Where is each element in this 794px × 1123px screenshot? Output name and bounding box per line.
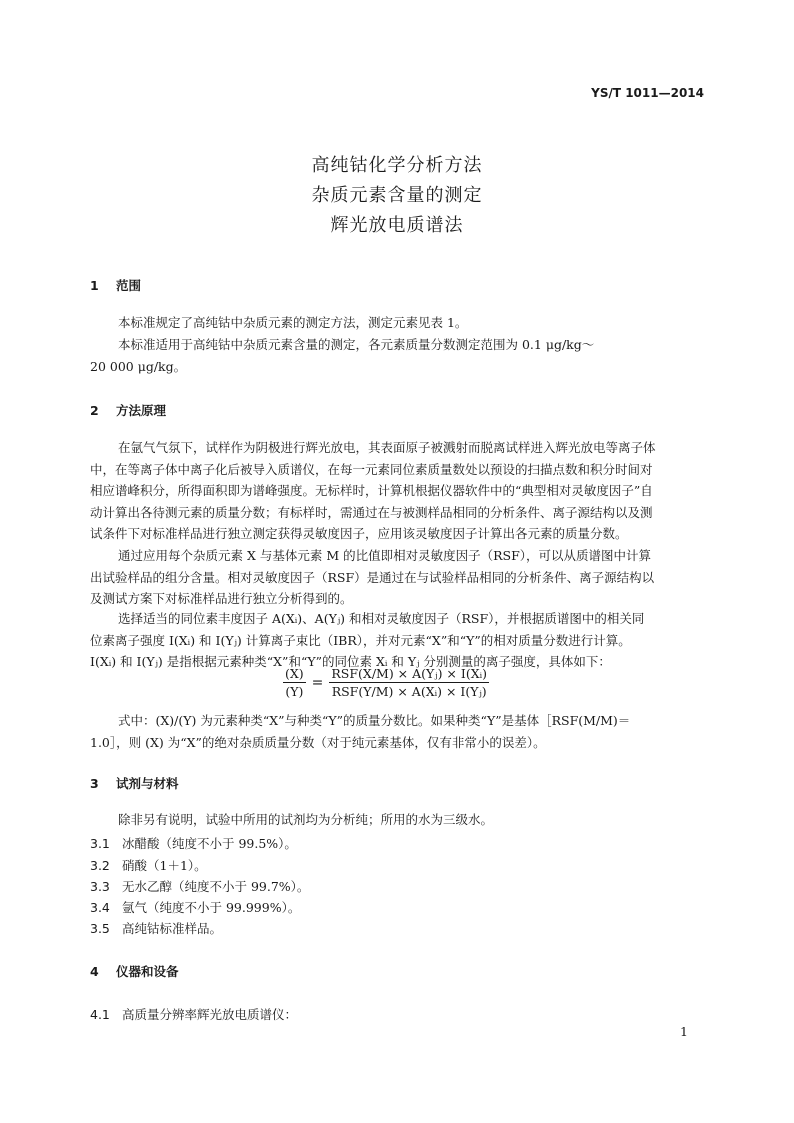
- formula-rhs-denominator: RSF(Y/M) × A(Xᵢ) × I(Yⱼ): [331, 684, 487, 699]
- text-line: 通过应用每个杂质元素 X 与基体元素 M 的比值即相对灵敏度因子（RSF），可以从质谱图中计算: [118, 548, 651, 563]
- item-text: 硝酸（1＋1）。: [122, 858, 207, 873]
- text-line: 20 000 μg/kg。: [90, 358, 187, 374]
- paragraph: [90, 809, 705, 831]
- list-item: [90, 856, 207, 874]
- paragraph: [90, 437, 705, 545]
- text-line: 试条件下对标准样品进行独立测定获得灵敏度因子，应用该灵敏度因子计算出各元素的质量分数。: [90, 526, 628, 541]
- text-line: 选择适当的同位素丰度因子 A(Xᵢ)、A(Yⱼ) 和相对灵敏度因子（RSF），并根据质谱图中的相关同: [118, 611, 645, 626]
- item-number: 3.5: [90, 921, 110, 936]
- item-number: 3.1: [90, 836, 110, 851]
- section-number: 3: [90, 776, 99, 791]
- formula-lhs-fraction: [283, 666, 306, 699]
- list-item: [90, 1005, 297, 1023]
- text-line: 1.0］，则 (X) 为“X”的绝对杂质质量分数（对于纯元素基体，仅有非常小的误差）。: [90, 734, 546, 750]
- section-heading-instruments: [90, 962, 179, 980]
- item-number: 4.1: [90, 1007, 110, 1022]
- item-text: 氩气（纯度不小于 99.999%）。: [122, 900, 301, 915]
- text-line: 本标准适用于高纯钴中杂质元素含量的测定，各元素质量分数测定范围为 0.1 μg/kg～: [118, 337, 595, 352]
- paragraph: [90, 710, 705, 753]
- item-text: 无水乙醇（纯度不小于 99.7%）。: [122, 879, 310, 894]
- text-line: 出试验样品的组分含量。相对灵敏度因子（RSF）是通过在与试验样品相同的分析条件、离子源结构以: [90, 569, 655, 585]
- formula-lhs-denominator: (Y): [285, 684, 304, 699]
- list-item: [90, 877, 309, 895]
- section-heading-principle: [90, 401, 166, 419]
- list-item: [90, 919, 222, 937]
- item-number: 3.4: [90, 900, 110, 915]
- text-line: 式中：(X)/(Y) 为元素种类“X”与种类“Y”的质量分数比。如果种类“Y”是基体［RSF(M/M)＝: [118, 713, 631, 728]
- document-title-line-2: 杂质元素含量的测定: [311, 185, 483, 206]
- text-line: 本标准规定了高纯钴中杂质元素的测定方法，测定元素见表 1。: [118, 315, 468, 330]
- section-title: 试剂与材料: [116, 776, 179, 791]
- item-text: 冰醋酸（纯度不小于 99.5%）。: [122, 836, 297, 851]
- item-text: 高质量分辨率辉光放电质谱仪：: [122, 1007, 298, 1022]
- text-line: 位素离子强度 I(Xᵢ) 和 I(Yⱼ) 计算离子束比（IBR），并对元素“X”和“Y”的相对质量分数进行计算。: [90, 632, 631, 648]
- paragraph: [90, 312, 705, 334]
- item-number: 3.2: [90, 858, 110, 873]
- list-item: [90, 898, 300, 916]
- page-number: 1: [680, 1024, 688, 1039]
- text-line: 及测试方案下对标准样品进行独立分析得到的。: [90, 591, 353, 606]
- section-heading-scope: [90, 276, 141, 294]
- paragraph: [90, 545, 705, 610]
- item-number: 3.3: [90, 879, 110, 894]
- item-text: 高纯钴标准样品。: [122, 921, 223, 936]
- text-line: 除非另有说明，试验中所用的试剂均为分析纯；所用的水为三级水。: [118, 812, 494, 827]
- section-title: 方法原理: [116, 403, 167, 418]
- document-title-line-1: 高纯钴化学分析方法: [311, 155, 483, 176]
- section-heading-reagents: [90, 774, 179, 792]
- formula-rhs-fraction: [329, 666, 489, 699]
- section-title: 范围: [116, 278, 142, 293]
- equals-sign: =: [311, 674, 324, 691]
- list-item: [90, 834, 297, 852]
- text-line: I(Xᵢ) 和 I(Yⱼ) 是指根据元素种类“X”和“Y”的同位素 Xᵢ 和 Yⱼ 分别测量的离子强度，具体如下：: [90, 654, 611, 669]
- formula-rhs-numerator: RSF(X/M) × A(Yⱼ) × I(Xᵢ): [331, 666, 487, 681]
- formula: [283, 666, 489, 699]
- text-line: 相应谱峰积分，所得面积即为谱峰强度。无标样时，计算机根据仪器软件中的“典型相对灵敏度因子”自: [90, 483, 653, 498]
- formula-lhs-numerator: (X): [285, 666, 304, 681]
- section-number: 2: [90, 403, 99, 418]
- section-number: 1: [90, 278, 99, 293]
- paragraph: [90, 334, 705, 377]
- text-line: 动计算出各待测元素的质量分数；有标样时，需通过在与被测样品相同的分析条件、离子源结构以及测: [90, 504, 653, 520]
- section-title: 仪器和设备: [116, 964, 179, 979]
- paragraph: [90, 608, 705, 673]
- section-number: 4: [90, 964, 99, 979]
- text-line: 在氩气气氛下，试样作为阴极进行辉光放电，其表面原子被溅射而脱离试样进入辉光放电等离子体: [118, 440, 656, 455]
- standard-code: YS/T 1011—2014: [591, 86, 704, 100]
- text-line: 中，在等离子体中离子化后被导入质谱仪，在每一元素同位素质量数处以预设的扫描点数和积分时间对: [90, 461, 653, 477]
- document-title-line-3: 辉光放电质谱法: [330, 215, 464, 236]
